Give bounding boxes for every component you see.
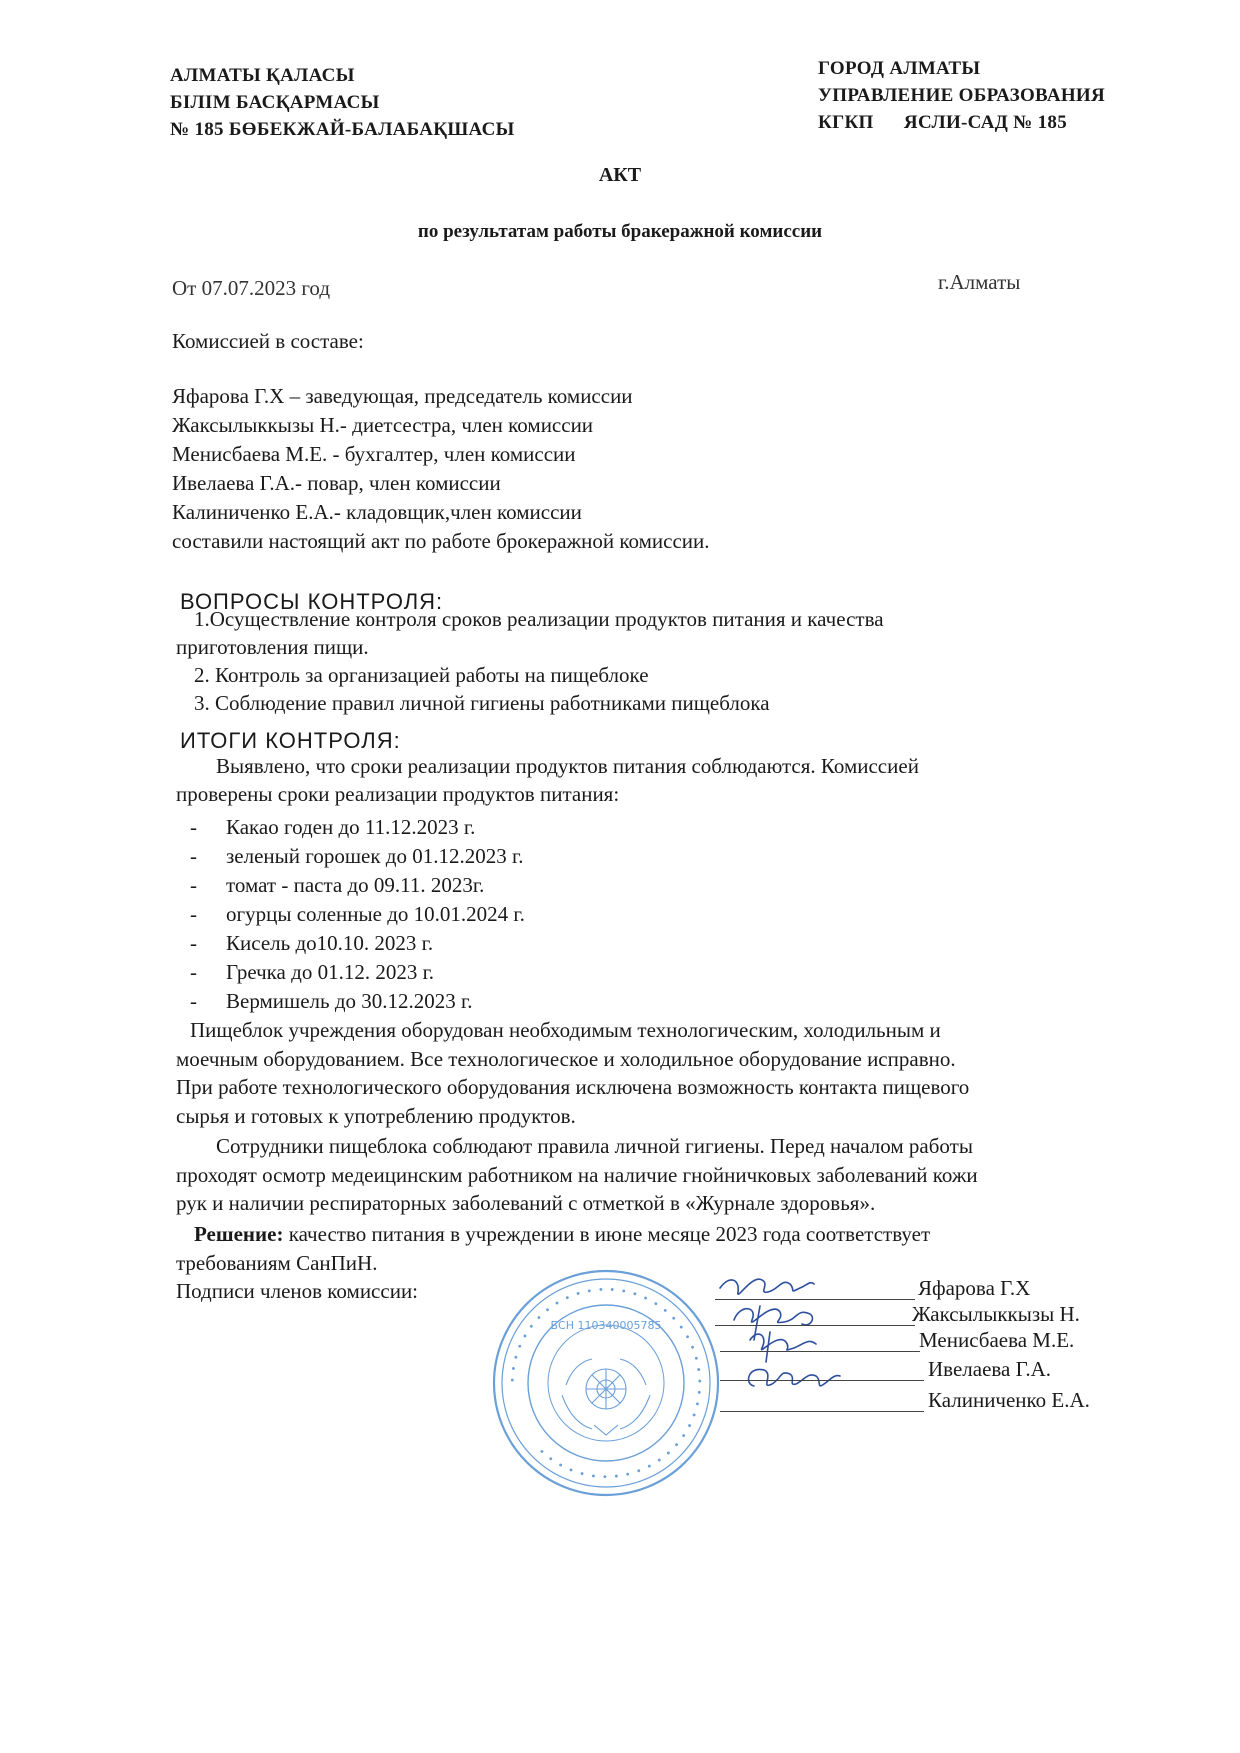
decision-text-2: требованиям СанПиН. — [176, 1250, 378, 1275]
commission-intro: Комиссией в составе: — [172, 329, 364, 353]
signature-4-icon — [749, 1369, 840, 1386]
signatory-5: Калиниченко Е.А. — [928, 1388, 1090, 1412]
signatory-3: Менисбаева М.Е. — [919, 1328, 1075, 1352]
header-left-line-2: БІЛІМ БАСҚАРМАСЫ — [170, 92, 380, 113]
doc-city: г.Алматы — [938, 270, 1021, 294]
decision-text: качество питания в учреждении в июне месяце 2023 года соответствует — [283, 1222, 931, 1246]
commission-members — [172, 382, 710, 556]
signatory-2: Жаксылыккызы Н. — [912, 1302, 1080, 1326]
signature-line-1 — [715, 1299, 915, 1300]
equipment-line-4: сырья и готовых к употреблению продуктов. — [176, 1103, 576, 1128]
header-right-line-1: ГОРОД АЛМАТЫ — [818, 58, 981, 79]
member-3: Менисбаева М.Е. - бухгалтер, член комиссии — [172, 442, 576, 466]
header-right-line-2: УПРАВЛЕНИЕ ОБРАЗОВАНИЯ — [818, 85, 1106, 106]
results-intro-line-2: проверены сроки реализации продуктов питания: — [176, 782, 620, 806]
header-right — [818, 55, 1105, 136]
results-intro — [176, 752, 919, 808]
header-left — [170, 62, 515, 143]
question-3: 3. Соблюдение правил личной гигиены работниками пищеблока — [194, 691, 770, 715]
stamp-bin-text: БСН 110340005785 — [550, 1319, 662, 1332]
hygiene-line-2: проходят осмотр медеицинским работником на наличие гнойничковых заболеваний кожи — [176, 1162, 978, 1187]
signature-scribbles — [700, 1262, 900, 1422]
question-1-cont: приготовления пищи. — [176, 635, 369, 659]
signature-line-3 — [720, 1351, 920, 1352]
signature-line-4 — [720, 1380, 924, 1381]
hygiene-paragraph — [176, 1132, 978, 1218]
decision-label: Решение: — [194, 1222, 284, 1246]
signature-line-2 — [715, 1325, 915, 1326]
stamp-emblem-icon — [562, 1359, 650, 1435]
member-4: Ивелаева Г.А.- повар, член комиссии — [172, 471, 501, 495]
signature-3-icon — [750, 1332, 816, 1362]
doc-subtitle: по результатам работы бракеражной комиссии — [417, 221, 823, 242]
header-left-line-3: № 185 БӨБЕКЖАЙ-БАЛАБАҚШАСЫ — [170, 119, 515, 140]
signature-line-5 — [720, 1411, 924, 1412]
results-heading: ИТОГИ КОНТРОЛЯ: — [180, 728, 401, 753]
signatory-1: Яфарова Г.Х — [918, 1276, 1031, 1300]
signature-2-icon — [734, 1306, 812, 1340]
question-1: 1.Осуществление контроля сроков реализации продуктов питания и качества — [194, 607, 884, 631]
commission-closing: составили настоящий акт по работе брокеражной комиссии. — [172, 529, 710, 553]
signatures-label: Подписи членов комиссии: — [176, 1279, 419, 1303]
equipment-line-3: При работе технологического оборудования исключена возможность контакта пищевого — [176, 1075, 970, 1099]
equipment-line-2: моечным оборудованием. Все технологическое и холодильное оборудование исправно. — [176, 1046, 956, 1071]
hygiene-line-3: рук и наличии респираторных заболеваний с отметкой в «Журнале здоровья». — [176, 1191, 876, 1215]
products-list: - Какао годен до 11.12.2023 г. - зеленый горошек до 01.12.2023 г. - томат - паста до 09.11. 2023г. - огурцы соленные до 10.01.2024 г. - Кисель до10.10. 2023 г. - Гречка до 01.12. 2023 г. - Вермишель до 30.12.2023 г. — [190, 815, 525, 1013]
question-2: 2. Контроль за организацией работы на пищеблоке — [194, 663, 649, 687]
results-intro-line-1: Выявлено, что сроки реализации продуктов питания соблюдаются. Комиссией — [216, 754, 919, 778]
header-right-line-3: КГКП ЯСЛИ-САД № 185 — [818, 112, 1068, 133]
header-left-line-1: АЛМАТЫ ҚАЛАСЫ — [170, 65, 355, 86]
signature-1-icon — [720, 1279, 814, 1294]
hygiene-line-1: Сотрудники пищеблока соблюдают правила личной гигиены. Перед началом работы — [216, 1134, 973, 1158]
signatory-4: Ивелаева Г.А. — [928, 1357, 1052, 1381]
doc-title: АКТ — [598, 164, 642, 186]
stamp-border-text: • • • • • • • • • • • • • • • • • • • • • • • • • • • • • • • • • • • • • • • • • • • • • — [507, 1284, 705, 1482]
member-1: Яфарова Г.Х – заведующая, председатель комиссии — [172, 384, 633, 408]
doc-date: От 07.07.2023 год — [172, 276, 331, 300]
member-5: Калиниченко Е.А.- кладовщик,член комиссии — [172, 500, 582, 524]
member-2: Жаксылыккызы Н.- диетсестра, член комиссии — [172, 413, 594, 437]
equipment-paragraph — [176, 1016, 969, 1130]
questions-heading: ВОПРОСЫ КОНТРОЛЯ: — [180, 589, 444, 614]
official-stamp — [490, 1267, 722, 1499]
questions-list — [176, 605, 1076, 717]
equipment-line-1: Пищеблок учреждения оборудован необходимым технологическим, холодильным и — [190, 1018, 941, 1042]
